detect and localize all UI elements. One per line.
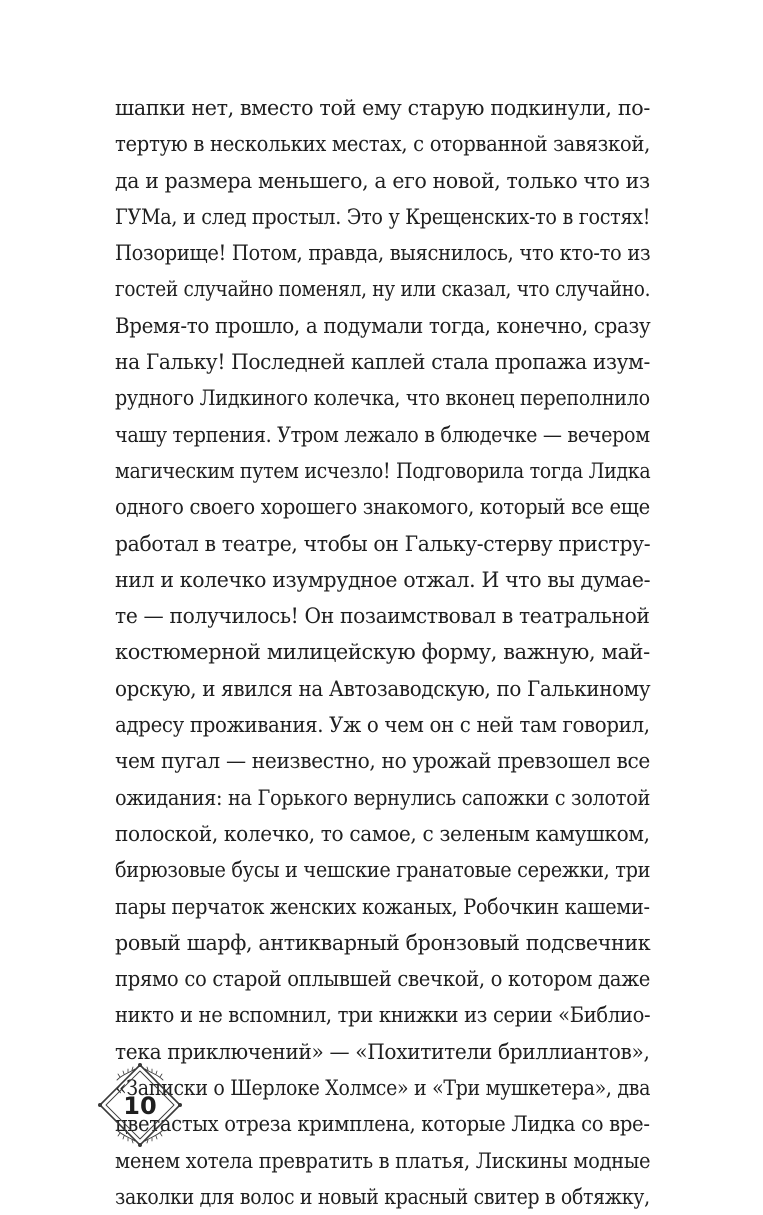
text-line: чашу терпения. Утром лежало в блюдечке — вечером	[115, 422, 650, 447]
text-line: ГУМа, и след простыл. Это у Крещенских-то в гостях!	[115, 204, 651, 229]
text-line: ожидания: на Горького вернулись сапожки с золотой	[115, 785, 651, 810]
body-text	[115, 90, 650, 1215]
text-line: пары перчаток женских кожаных, Робочкин кашеми-	[115, 894, 650, 919]
text-line: орскую, и явился на Автозаводскую, по Галькиному	[115, 676, 651, 701]
text-line: тека приключений» — «Похитители бриллиантов»,	[115, 1039, 650, 1064]
text-line: работал в театре, чтобы он Гальку-стерву пристру-	[115, 531, 651, 556]
text-line: костюмерной милицейскую форму, важную, май-	[115, 640, 650, 665]
page-number: 10	[123, 1092, 157, 1120]
text-line: никто и не вспомнил, три книжки из серии «Библио-	[115, 1003, 651, 1028]
text-line: заколки для волос и новый красный свитер в обтяжку,	[115, 1184, 650, 1209]
text-line: менем хотела превратить в платья, Лискины модные	[115, 1148, 651, 1173]
text-line: те — получилось! Он позаимствовал в театральной	[115, 604, 650, 629]
text-line: Время-то прошло, а подумали тогда, конечно, сразу	[115, 313, 651, 338]
page-number-badge	[95, 1060, 185, 1150]
text-line: прямо со старой оплывшей свечкой, о котором даже	[115, 967, 651, 992]
text-line: да и размера меньшего, а его новой, только что из	[115, 168, 650, 193]
text-line: тертую в нескольких местах, с оторванной завязкой,	[115, 132, 651, 157]
text-line: одного своего хорошего знакомого, который все еще	[115, 495, 650, 520]
text-line: полоской, колечко, то самое, с зеленым камушком,	[115, 821, 650, 846]
text-line: бирюзовые бусы и чешские гранатовые сережки, три	[115, 858, 651, 883]
text-line: рудного Лидкиного колечка, что вконец переполнило	[115, 386, 650, 411]
text-line: гостей случайно поменял, ну или сказал, что случайно.	[115, 277, 651, 302]
text-line: «Записки о Шерлоке Холмсе» и «Три мушкетера», два	[115, 1076, 651, 1101]
text-line: Позорище! Потом, правда, выяснилось, что кто-то из	[115, 241, 651, 266]
text-line: на Гальку! Последней каплей стала пропажа изум-	[115, 350, 650, 375]
text-line: ровый шарф, антикварный бронзовый подсвечник	[115, 930, 651, 955]
text-line: магическим путем исчезло! Подговорила тогда Лидка	[115, 458, 651, 483]
text-line: цветастых отреза кримплена, которые Лидка со вре-	[115, 1112, 650, 1137]
text-line: адресу проживания. Уж о чем он с ней там говорил,	[115, 713, 650, 738]
text-line: нил и колечко изумрудное отжал. И что вы думае-	[115, 567, 651, 592]
text-line: чем пугал — неизвестно, но урожай превзошел все	[115, 749, 650, 774]
text-line: шапки нет, вместо той ему старую подкинули, по-	[115, 96, 650, 120]
